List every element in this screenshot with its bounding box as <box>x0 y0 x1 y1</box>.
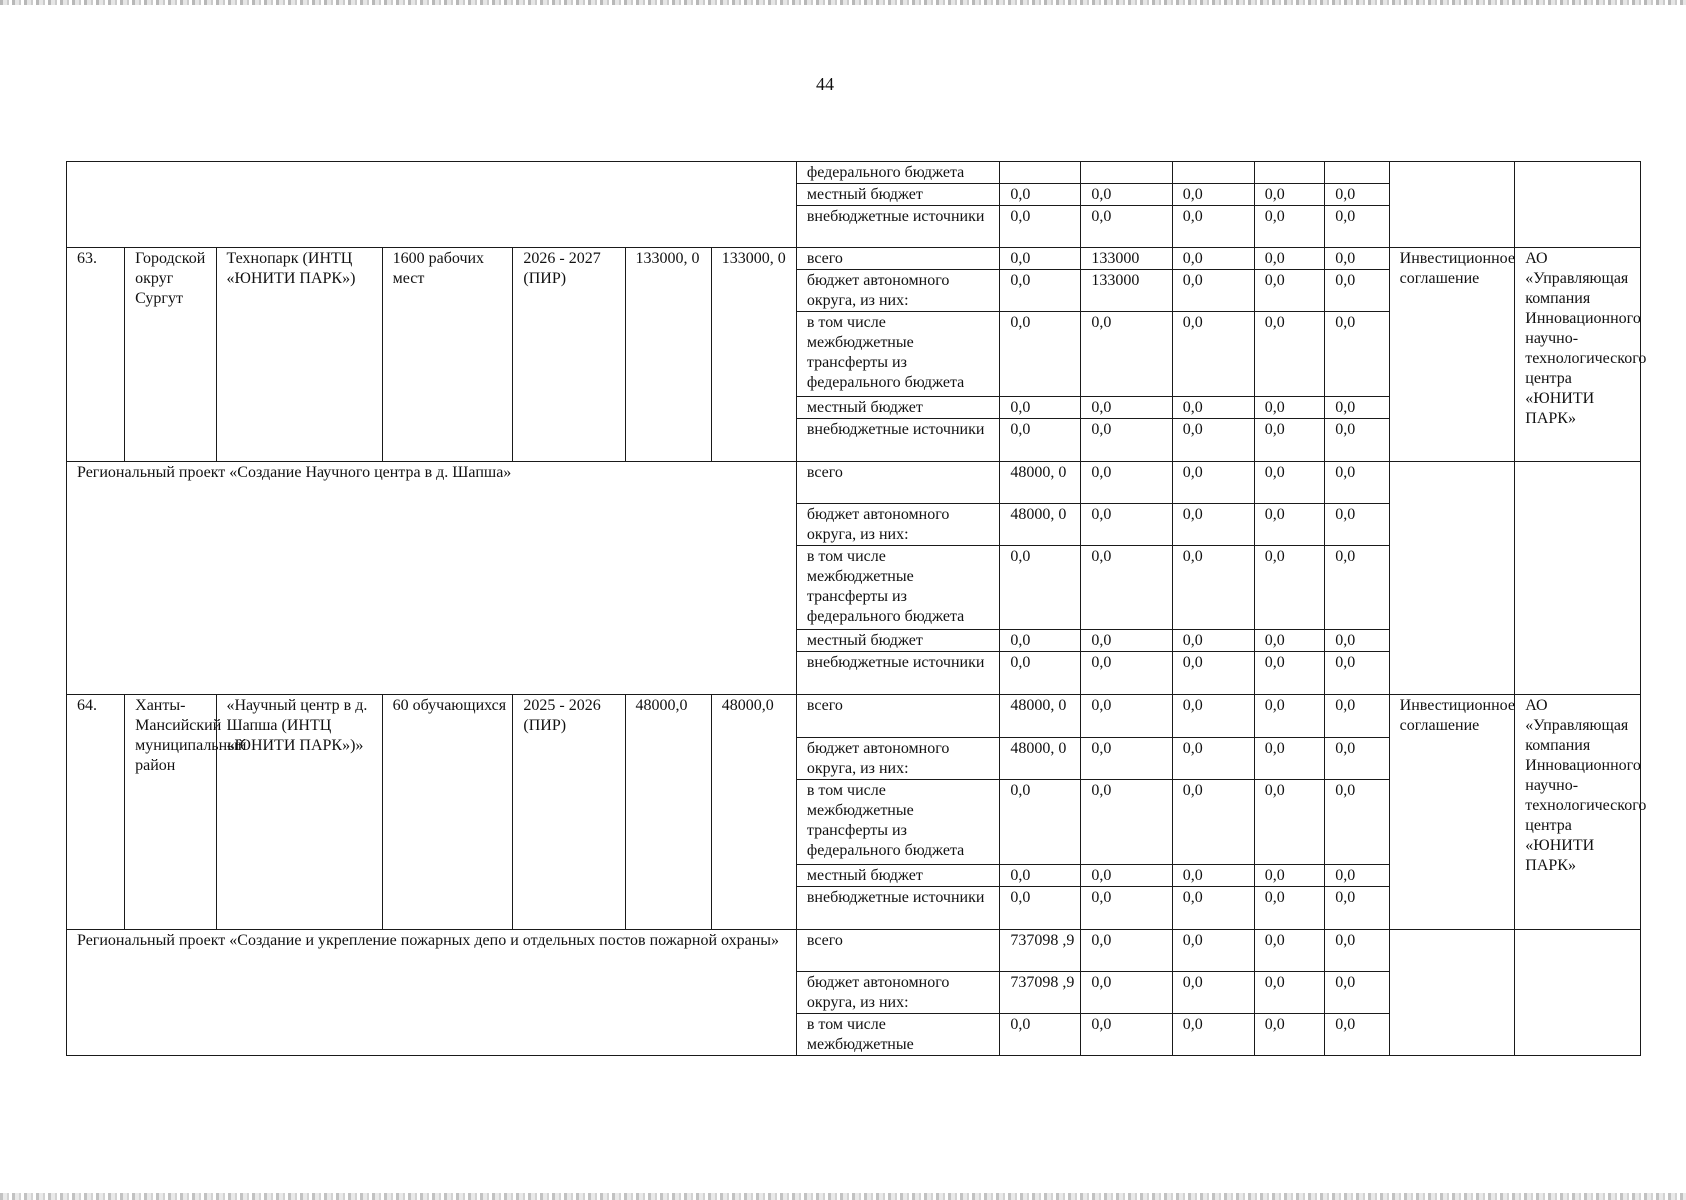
value-cell: 0,0 <box>1325 886 1389 929</box>
source-label: всего <box>796 695 999 738</box>
value-cell: 0,0 <box>1172 1013 1254 1055</box>
value-cell: 0,0 <box>1081 864 1172 886</box>
blank-cell <box>1389 929 1515 1055</box>
responsible-cell: АО «Управляющая компания Инновационного научно-технологического центра «ЮНИТИ ПАРК» <box>1515 695 1641 930</box>
value-cell: 0,0 <box>1254 695 1325 738</box>
value-cell: 133000 <box>1081 270 1172 312</box>
municipality-cell: Городской округ Сургут <box>125 248 216 461</box>
source-label: всего <box>796 929 999 971</box>
responsible-cell: АО «Управляющая компания Инновационного научно-технологического центра «ЮНИТИ ПАРК» <box>1515 248 1641 461</box>
value-cell: 0,0 <box>1254 630 1325 652</box>
value-cell: 0,0 <box>1172 886 1254 929</box>
value-cell: 0,0 <box>1081 780 1172 864</box>
value-cell: 0,0 <box>1081 206 1172 248</box>
table-row <box>67 461 1641 503</box>
scan-edge-bottom <box>0 1193 1686 1200</box>
cost-total-cell: 133000, 0 <box>625 248 711 461</box>
value-cell: 0,0 <box>1081 418 1172 461</box>
source-label: местный бюджет <box>796 396 999 418</box>
row-number: 63. <box>67 248 125 461</box>
value-cell: 0,0 <box>1325 864 1389 886</box>
value-cell: 0,0 <box>1172 545 1254 629</box>
value-cell: 0,0 <box>1254 864 1325 886</box>
value-cell: 0,0 <box>1254 396 1325 418</box>
capacity-cell: 60 обучающихся <box>382 695 513 930</box>
municipality-cell: Ханты-Мансийский муниципальный район <box>125 695 216 930</box>
source-label: в том числе межбюджетные трансферты из федерального бюджета <box>796 312 999 396</box>
value-cell: 0,0 <box>1081 184 1172 206</box>
value-cell: 0,0 <box>1172 780 1254 864</box>
source-label: в том числе межбюджетные трансферты из федерального бюджета <box>796 545 999 629</box>
capacity-cell: 1600 рабочих мест <box>382 248 513 461</box>
object-name-cell: Технопарк (ИНТЦ «ЮНИТИ ПАРК») <box>216 248 382 461</box>
value-cell: 0,0 <box>1325 652 1389 695</box>
value-cell: 0,0 <box>1081 503 1172 545</box>
value-cell: 0,0 <box>1172 248 1254 270</box>
value-cell: 0,0 <box>1254 545 1325 629</box>
value-cell: 0,0 <box>1254 206 1325 248</box>
value-cell: 0,0 <box>1254 929 1325 971</box>
mechanism-cell: Инвестиционное соглашение <box>1389 248 1515 461</box>
value-cell: 0,0 <box>1172 929 1254 971</box>
value-cell <box>1172 162 1254 184</box>
value-cell: 737098 ,9 <box>1000 929 1081 971</box>
value-cell <box>1081 162 1172 184</box>
value-cell: 737098 ,9 <box>1000 971 1081 1013</box>
value-cell: 0,0 <box>1172 184 1254 206</box>
blank-cell <box>1515 929 1641 1055</box>
value-cell: 0,0 <box>1172 503 1254 545</box>
scan-edge-top <box>0 0 1686 5</box>
source-label: бюджет автономного округа, из них: <box>796 971 999 1013</box>
value-cell: 0,0 <box>1000 1013 1081 1055</box>
value-cell: 0,0 <box>1081 929 1172 971</box>
blank-cell <box>67 162 797 248</box>
source-label: всего <box>796 461 999 503</box>
value-cell: 0,0 <box>1325 461 1389 503</box>
value-cell: 0,0 <box>1254 971 1325 1013</box>
value-cell: 0,0 <box>1254 248 1325 270</box>
table-row <box>67 162 1641 184</box>
value-cell: 0,0 <box>1000 864 1081 886</box>
value-cell: 0,0 <box>1000 652 1081 695</box>
value-cell: 0,0 <box>1325 312 1389 396</box>
value-cell: 48000, 0 <box>1000 738 1081 780</box>
value-cell: 0,0 <box>1081 312 1172 396</box>
value-cell: 0,0 <box>1172 270 1254 312</box>
table-row <box>67 695 1641 738</box>
value-cell: 0,0 <box>1325 738 1389 780</box>
value-cell: 0,0 <box>1000 312 1081 396</box>
page-number: 44 <box>816 74 834 94</box>
value-cell: 0,0 <box>1172 652 1254 695</box>
period-cell: 2025 - 2026 (ПИР) <box>513 695 625 930</box>
value-cell <box>1254 162 1325 184</box>
source-label: местный бюджет <box>796 630 999 652</box>
value-cell: 0,0 <box>1081 695 1172 738</box>
row-number: 64. <box>67 695 125 930</box>
value-cell <box>1325 162 1389 184</box>
cost-total-cell: 48000,0 <box>625 695 711 930</box>
financing-table <box>66 161 1647 1056</box>
source-label: внебюджетные источники <box>796 652 999 695</box>
source-label: бюджет автономного округа, из них: <box>796 738 999 780</box>
value-cell: 0,0 <box>1254 418 1325 461</box>
value-cell: 0,0 <box>1254 738 1325 780</box>
value-cell: 0,0 <box>1081 738 1172 780</box>
value-cell: 0,0 <box>1254 652 1325 695</box>
source-label: в том числе межбюджетные <box>796 1013 999 1055</box>
value-cell: 0,0 <box>1000 545 1081 629</box>
value-cell: 0,0 <box>1325 971 1389 1013</box>
value-cell: 0,0 <box>1325 630 1389 652</box>
value-cell: 0,0 <box>1000 418 1081 461</box>
value-cell: 0,0 <box>1081 396 1172 418</box>
value-cell: 0,0 <box>1325 929 1389 971</box>
value-cell: 48000, 0 <box>1000 695 1081 738</box>
value-cell: 0,0 <box>1000 206 1081 248</box>
source-label: федерального бюджета <box>796 162 999 184</box>
value-cell: 0,0 <box>1325 1013 1389 1055</box>
source-label: бюджет автономного округа, из них: <box>796 270 999 312</box>
value-cell: 0,0 <box>1081 630 1172 652</box>
value-cell: 0,0 <box>1172 864 1254 886</box>
value-cell: 0,0 <box>1172 630 1254 652</box>
value-cell: 0,0 <box>1254 184 1325 206</box>
value-cell: 0,0 <box>1000 248 1081 270</box>
table-row <box>67 248 1641 270</box>
value-cell: 0,0 <box>1000 780 1081 864</box>
source-label: внебюджетные источники <box>796 418 999 461</box>
value-cell: 0,0 <box>1325 780 1389 864</box>
value-cell: 0,0 <box>1325 206 1389 248</box>
source-label: в том числе межбюджетные трансферты из федерального бюджета <box>796 780 999 864</box>
value-cell: 0,0 <box>1325 184 1389 206</box>
value-cell: 0,0 <box>1172 971 1254 1013</box>
value-cell: 0,0 <box>1081 971 1172 1013</box>
value-cell: 0,0 <box>1081 652 1172 695</box>
regional-project-title: Региональный проект «Создание и укрепление пожарных депо и отдельных постов пожарной охраны» <box>67 929 797 1055</box>
value-cell: 0,0 <box>1000 630 1081 652</box>
source-label: внебюджетные источники <box>796 886 999 929</box>
value-cell: 0,0 <box>1081 886 1172 929</box>
value-cell: 0,0 <box>1000 270 1081 312</box>
source-label: местный бюджет <box>796 864 999 886</box>
blank-cell <box>1515 461 1641 695</box>
table-row <box>67 929 1641 971</box>
value-cell <box>1000 162 1081 184</box>
value-cell: 0,0 <box>1000 886 1081 929</box>
value-cell: 0,0 <box>1000 184 1081 206</box>
period-cell: 2026 - 2027 (ПИР) <box>513 248 625 461</box>
cost-remaining-cell: 48000,0 <box>711 695 796 930</box>
value-cell: 0,0 <box>1172 418 1254 461</box>
object-name-cell: «Научный центр в д. Шапша (ИНТЦ «ЮНИТИ ПАРК»)» <box>216 695 382 930</box>
blank-cell <box>1389 461 1515 695</box>
value-cell: 0,0 <box>1254 1013 1325 1055</box>
value-cell: 0,0 <box>1254 503 1325 545</box>
source-label: местный бюджет <box>796 184 999 206</box>
value-cell: 0,0 <box>1325 396 1389 418</box>
value-cell: 0,0 <box>1172 461 1254 503</box>
source-label: бюджет автономного округа, из них: <box>796 503 999 545</box>
value-cell: 0,0 <box>1081 461 1172 503</box>
value-cell: 0,0 <box>1000 396 1081 418</box>
value-cell: 0,0 <box>1081 1013 1172 1055</box>
value-cell: 0,0 <box>1254 886 1325 929</box>
value-cell: 48000, 0 <box>1000 461 1081 503</box>
mechanism-cell: Инвестиционное соглашение <box>1389 695 1515 930</box>
value-cell: 0,0 <box>1325 270 1389 312</box>
value-cell: 0,0 <box>1325 503 1389 545</box>
cost-remaining-cell: 133000, 0 <box>711 248 796 461</box>
value-cell: 0,0 <box>1254 312 1325 396</box>
value-cell: 0,0 <box>1325 418 1389 461</box>
value-cell: 0,0 <box>1172 312 1254 396</box>
value-cell: 48000, 0 <box>1000 503 1081 545</box>
value-cell: 0,0 <box>1254 780 1325 864</box>
value-cell: 0,0 <box>1254 270 1325 312</box>
value-cell: 0,0 <box>1254 461 1325 503</box>
value-cell: 0,0 <box>1081 545 1172 629</box>
value-cell: 0,0 <box>1325 248 1389 270</box>
blank-cell <box>1389 162 1515 248</box>
source-label: всего <box>796 248 999 270</box>
source-label: внебюджетные источники <box>796 206 999 248</box>
value-cell: 0,0 <box>1172 738 1254 780</box>
value-cell: 0,0 <box>1172 206 1254 248</box>
value-cell: 0,0 <box>1325 545 1389 629</box>
regional-project-title: Региональный проект «Создание Научного центра в д. Шапша» <box>67 461 797 695</box>
value-cell: 133000 <box>1081 248 1172 270</box>
value-cell: 0,0 <box>1325 695 1389 738</box>
value-cell: 0,0 <box>1172 396 1254 418</box>
blank-cell <box>1515 162 1641 248</box>
value-cell: 0,0 <box>1172 695 1254 738</box>
